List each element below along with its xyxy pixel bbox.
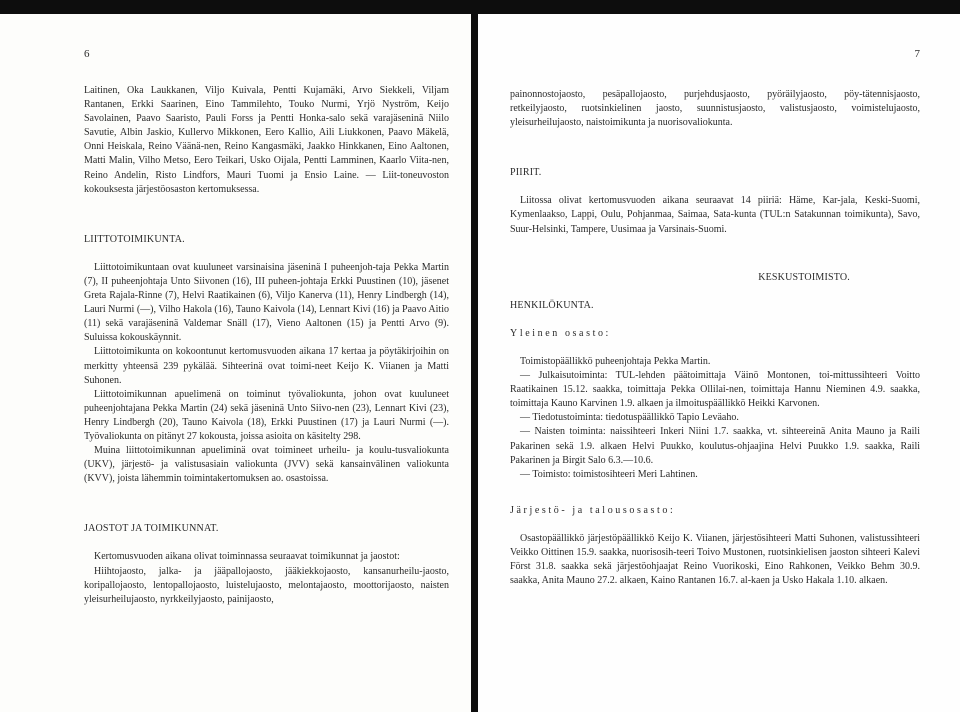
liittotoimikunta-paragraph-1: Liittotoimikuntaan ovat kuuluneet varsinaisina jäseninä I puheenjoh-taja Pekka Martin (7), II puheenjohtaja Unto Siivonen (16), III puheen-johtaja Erkki Puustinen (10), jäsenet Greta Rajala-Rinne (7), Helvi Raatikainen (6), Viljo Kanerva (11), Henry Lindbergh (14), Lauri Nurmi (—), Vilho Hakola (16), Tauno Kaivola (14), Lennart Kivi (16) ja Paavo Aitio (11) sekä varajäseninä Valdemar Snäll (17), Vieno Aaltonen (15) ja Pentti Arvo (9). Suluissa kokouskäynnit.: [84, 261, 449, 344]
left-page-text: [84, 84, 449, 607]
liittotoimikunta-heading: LIITTOTOIMIKUNTA.: [84, 233, 185, 245]
henkilokunta-heading: HENKILÖKUNTA.: [510, 299, 594, 311]
yleinen-item-1: Toimistopäällikkö puheenjohtaja Pekka Martin.: [520, 355, 711, 367]
liittotoimikunta-paragraph-2: Liittotoimikunta on kokoontunut kertomusvuoden aikana 17 kertaa ja pöytäkirjoihin on merkitty yhteensä 239 pykälää. Sihteerinä ovat toimi-neet Keijo K. Viianen ja Matti Suhonen.: [84, 346, 449, 386]
piirit-heading: PIIRIT.: [510, 167, 542, 179]
jarjesto-osasto-heading: Järjestö- ja talousosasto:: [510, 504, 676, 516]
left-page: [0, 14, 471, 712]
yleinen-item-5: — Toimisto: toimistosihteeri Meri Lahtinen.: [520, 468, 698, 480]
jaostot-heading: JAOSTOT JA TOIMIKUNNAT.: [84, 523, 219, 535]
yleinen-item-2: — Julkaisutoiminta: TUL-lehden päätoimittaja Väinö Montonen, toi-mittussihteeri Voitto Raatikainen 15.12. saakka, toimittaja Pekka Ollilai-nen, toimittaja Hannu Nieminen 4.9. saakka, toimittaja Kauno Karvinen 1.9. alkaen ja ilmoituspäällikkö Heikki Karvonen.: [510, 370, 920, 410]
yleinen-item-4: — Naisten toiminta: naissihteeri Inkeri Niini 1.7. saakka, vt. sihteereinä Anita Mauno ja Raili Pakarinen sekä 1.9. alkaen Helvi Puukko, koulutus-ohjaajina Helvi Puukko 1.9. saakka, Raili Pakarinen ja Birgit Salo 6.3.—10.6.: [510, 426, 920, 466]
right-page: [478, 14, 960, 712]
liittotoimikunta-paragraph-3: Liittotoimikunnan apuelimenä on toiminut työvaliokunta, johon ovat kuuluneet puheenjohtajana Pekka Martin (24) sekä jäseninä Unto Siivo-nen (23), Lennart Kivi (23), Henry Lindbergh (20), Tauno Kaivola (18), Erkki Puustinen (17) ja Lauri Nurmi (—). Työvaliokunta on pitänyt 27 kokousta, joissa asioita on käsitelty 298.: [84, 388, 449, 442]
continuation-paragraph: painonnostojaosto, pesäpallojaosto, purjehdusjaosto, pyöräilyjaosto, pöy-tätennisjaosto, retkeilyjaosto, ruotsinkielinen jaosto, suunnistusjaosto, valistusjaosto, voimistelujaosto, yleisurheilujaosto, naistoimikunta ja nuorisovaliokunta.: [510, 89, 920, 129]
page-number-right: 7: [914, 48, 920, 60]
jarjesto-paragraph: Osastopäällikkö järjestöpäällikkö Keijo K. Viianen, järjestösihteeri Matti Suhonen, valistussihteeri Veikko Oittinen 15.9. saakka, nuorisosih-teeri Toivo Mustonen, ruotsinkielisen jaoston sihteeri Kalevi Först 31.8. saakka sekä järjestöohjaajat Reino Vuorikoski, Eino Rahkonen, Veikko Behm 30.9. saakka, Anita Mauno 27.2. alkaen, Kaino Rantanen 16.7. al-kaen ja Usko Hakala 1.10. alkaen.: [510, 532, 920, 587]
liittotoimikunta-paragraph-4: Muina liittotoimikunnan apueliminä ovat toimineet urheilu- ja koulu-tusvaliokunta (UKV), järjestö- ja valistusasiain valiokunta (JVV) sekä kansainvälinen valiokunta (KVV), joista lähemmin toimintakertomuksen ao. osastoissa.: [84, 445, 449, 485]
keskustoimisto-heading: KESKUSTOIMISTO.: [758, 271, 850, 283]
yleinen-osasto-heading: Yleinen osasto:: [510, 327, 611, 339]
piirit-paragraph: Liitossa olivat kertomusvuoden aikana seuraavat 14 piiriä: Häme, Kar-jala, Keski-Suomi, Kymenlaakso, Lappi, Oulu, Pohjanmaa, Saimaa, Sata-kunta (TUL:n Satakunnan toimikunta), Savo, Suur-Helsinki, Tampere, Uusimaa ja Varsinais-Suomi.: [510, 195, 920, 235]
page-number-left: 6: [84, 48, 90, 60]
jaostot-paragraph-2: Hiihtojaosto, jalka- ja jääpallojaosto, jääkiekkojaosto, kansanurheilu-jaosto, koripallojaosto, lentopallojaosto, luistelujaosto, melontajaosto, moottorijaosto, naisten yleisurheilujaosto, nyrkkeilyjaosto, painijaosto,: [84, 565, 449, 605]
yleinen-item-3: — Tiedotustoiminta: tiedotuspäällikkö Tapio Leväaho.: [520, 412, 739, 424]
jaostot-paragraph-1: Kertomusvuoden aikana olivat toiminnassa seuraavat toimikunnat ja jaostot:: [94, 551, 400, 563]
right-page-text: [510, 88, 920, 588]
intro-paragraph: Laitinen, Oka Laukkanen, Viljo Kuivala, Pentti Kujamäki, Arvo Siekkeli, Viljam Rantanen, Erkki Saarinen, Eino Tammilehto, Touko Nurmi, Yrjö Nyström, Keijo Savolainen, Paavo Saaristo, Pauli Forss ja Pentti Honka-salo sekä varajäseninä Niilo Savutie, Albin Jaskio, Kullervo Mikkonen, Eero Kallio, Aili Liukkonen, Paavo Mäkelä, Onni Heiskala, Reino Väänä-nen, Reino Kangasmäki, Jaakko Hinkkanen, Eino Aaltonen, Matti Malin, Vilho Metso, Eero Teikari, Usko Oijala, Pentti Lamminen, Kaarlo Viita-nen, Reino Andelin, Risto Lindfors, Mauri Tuomi ja Ensio Laine. — Liit-toneuvoston kokouksesta järjestöosaston kertomuksessa.: [84, 85, 449, 195]
